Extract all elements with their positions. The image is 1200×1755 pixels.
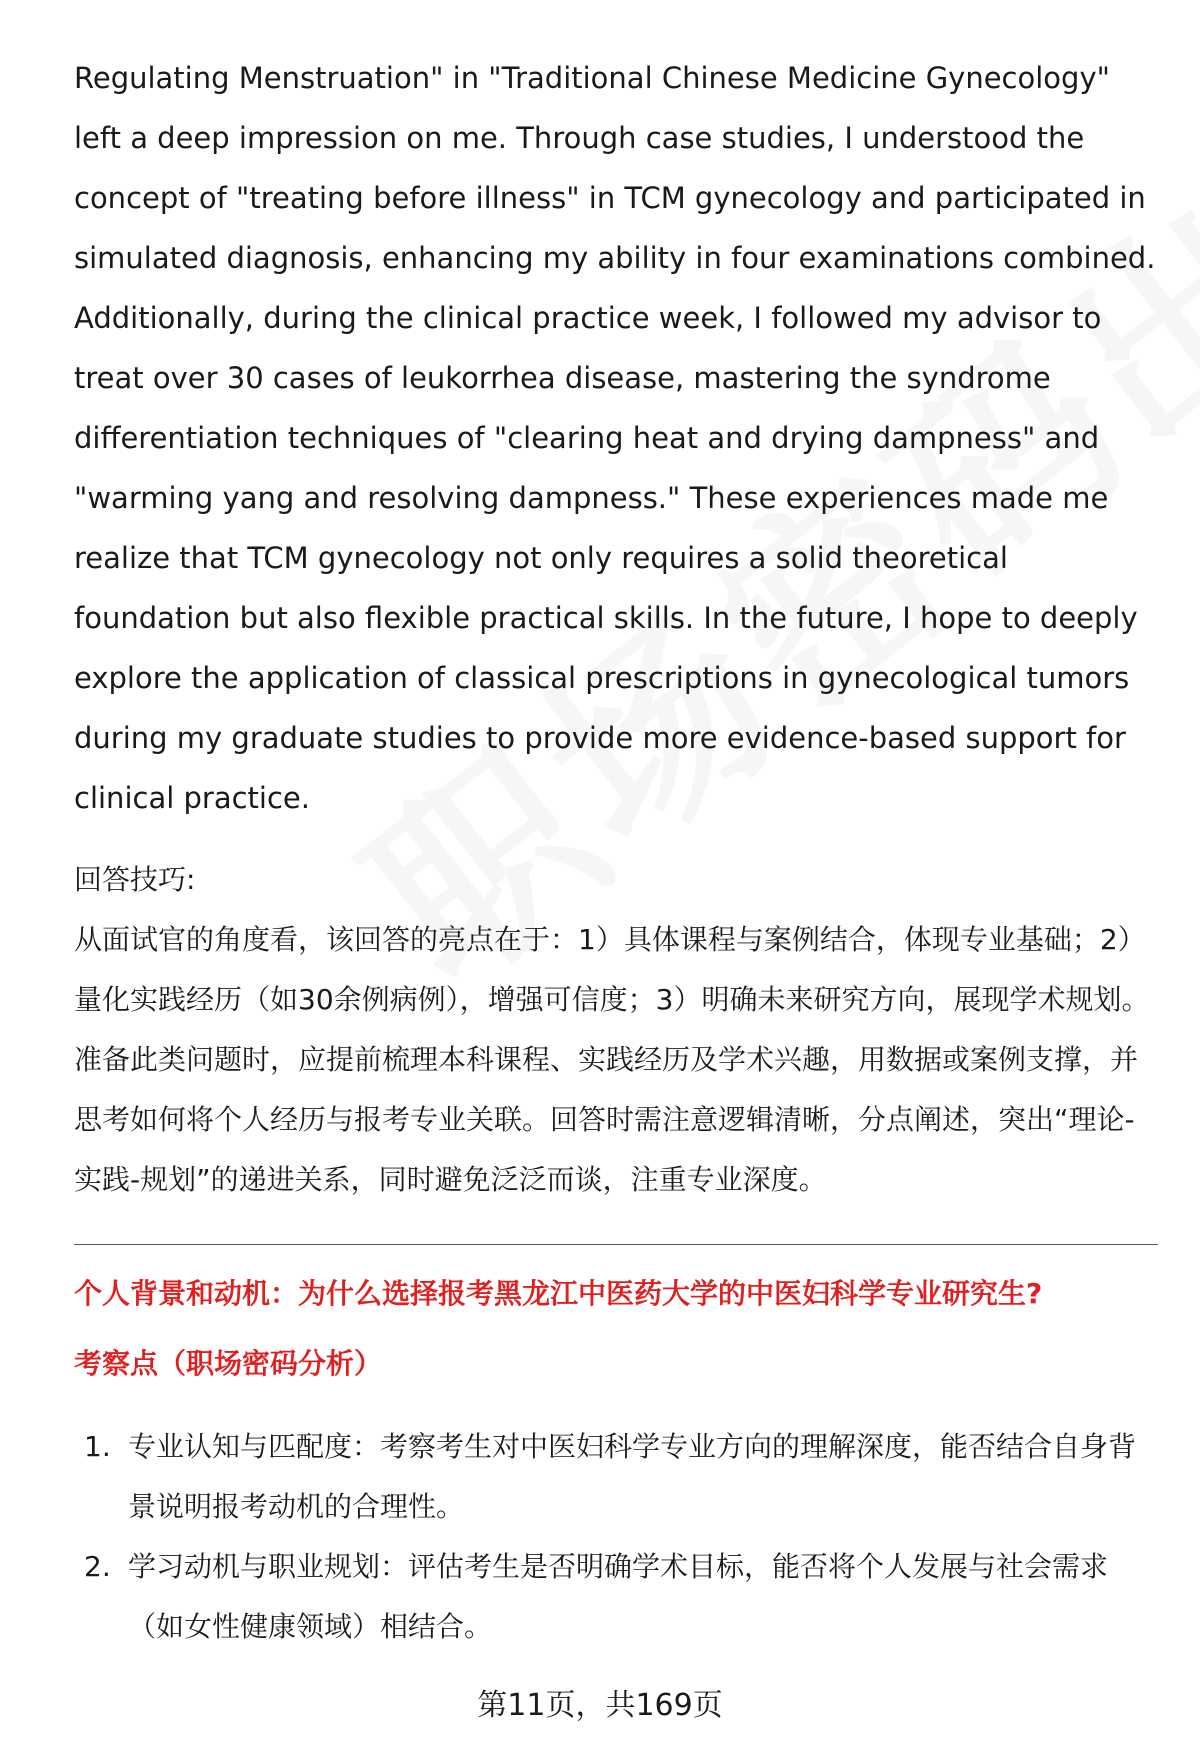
page-content <box>74 48 1158 1657</box>
list-item-text: 学习动机与职业规划：评估考生是否明确学术目标，能否将个人发展与社会需求（如女性健康领域）相结合。 <box>128 1550 1109 1643</box>
question-heading: 个人背景和动机：为什么选择报考黑龙江中医药大学的中医妇科学专业研究生? <box>74 1277 1043 1310</box>
tips-label: 回答技巧: <box>74 863 196 896</box>
list-item-text: 专业认知与匹配度：考察考生对中医妇科学专业方向的理解深度，能否结合自身背景说明报考动机的合理性。 <box>128 1430 1137 1523</box>
subheading: 考察点（职场密码分析） <box>74 1347 383 1380</box>
tips-paragraph-2: 准备此类问题时，应提前梳理本科课程、实践经历及学术兴趣，用数据或案例支撑，并思考如何将个人经历与报考专业关联。回答时需注意逻辑清晰，分点阐述，突出“理论-实践-规划”的递进关系，同时避免泛泛而谈，注重专业深度。 <box>74 1043 1139 1196</box>
tips-paragraph-1: 从面试官的角度看，该回答的亮点在于：1）具体课程与案例结合，体现专业基础；2）量化实践经历（如30余例病例），增强可信度；3）明确未来研究方向，展现学术规划。 <box>74 923 1150 1016</box>
list-item <box>74 1537 1158 1657</box>
list-item <box>74 1417 1158 1537</box>
analysis-list <box>74 1417 1158 1657</box>
list-item-number: 2. <box>84 1550 111 1583</box>
page-number: 第11页，共169页 <box>477 1688 723 1723</box>
answer-paragraph: Regulating Menstruation" in "Traditional Chinese Medicine Gynecology" left a deep impression on me. Through case studies, I understood the concept of "treating before illness" in TCM gynecology and participated in simulated diagnosis, enhancing my ability in four examinations combined. Additionally, during the clinical practice week, I followed my advisor to treat over 30 cases of leukorrhea disease, mastering the syndrome differentiation techniques of "clearing heat and drying dampness" and "warming yang and resolving dampness." These experiences made me realize that TCM gynecology not only requires a solid theoretical foundation but also flexible practical skills. In the future, I hope to deeply explore the application of classical prescriptions in gynecological tumors during my graduate studies to provide more evidence-based support for clinical practice. <box>74 61 1156 815</box>
section-divider <box>74 1244 1158 1245</box>
list-item-number: 1. <box>84 1430 111 1463</box>
